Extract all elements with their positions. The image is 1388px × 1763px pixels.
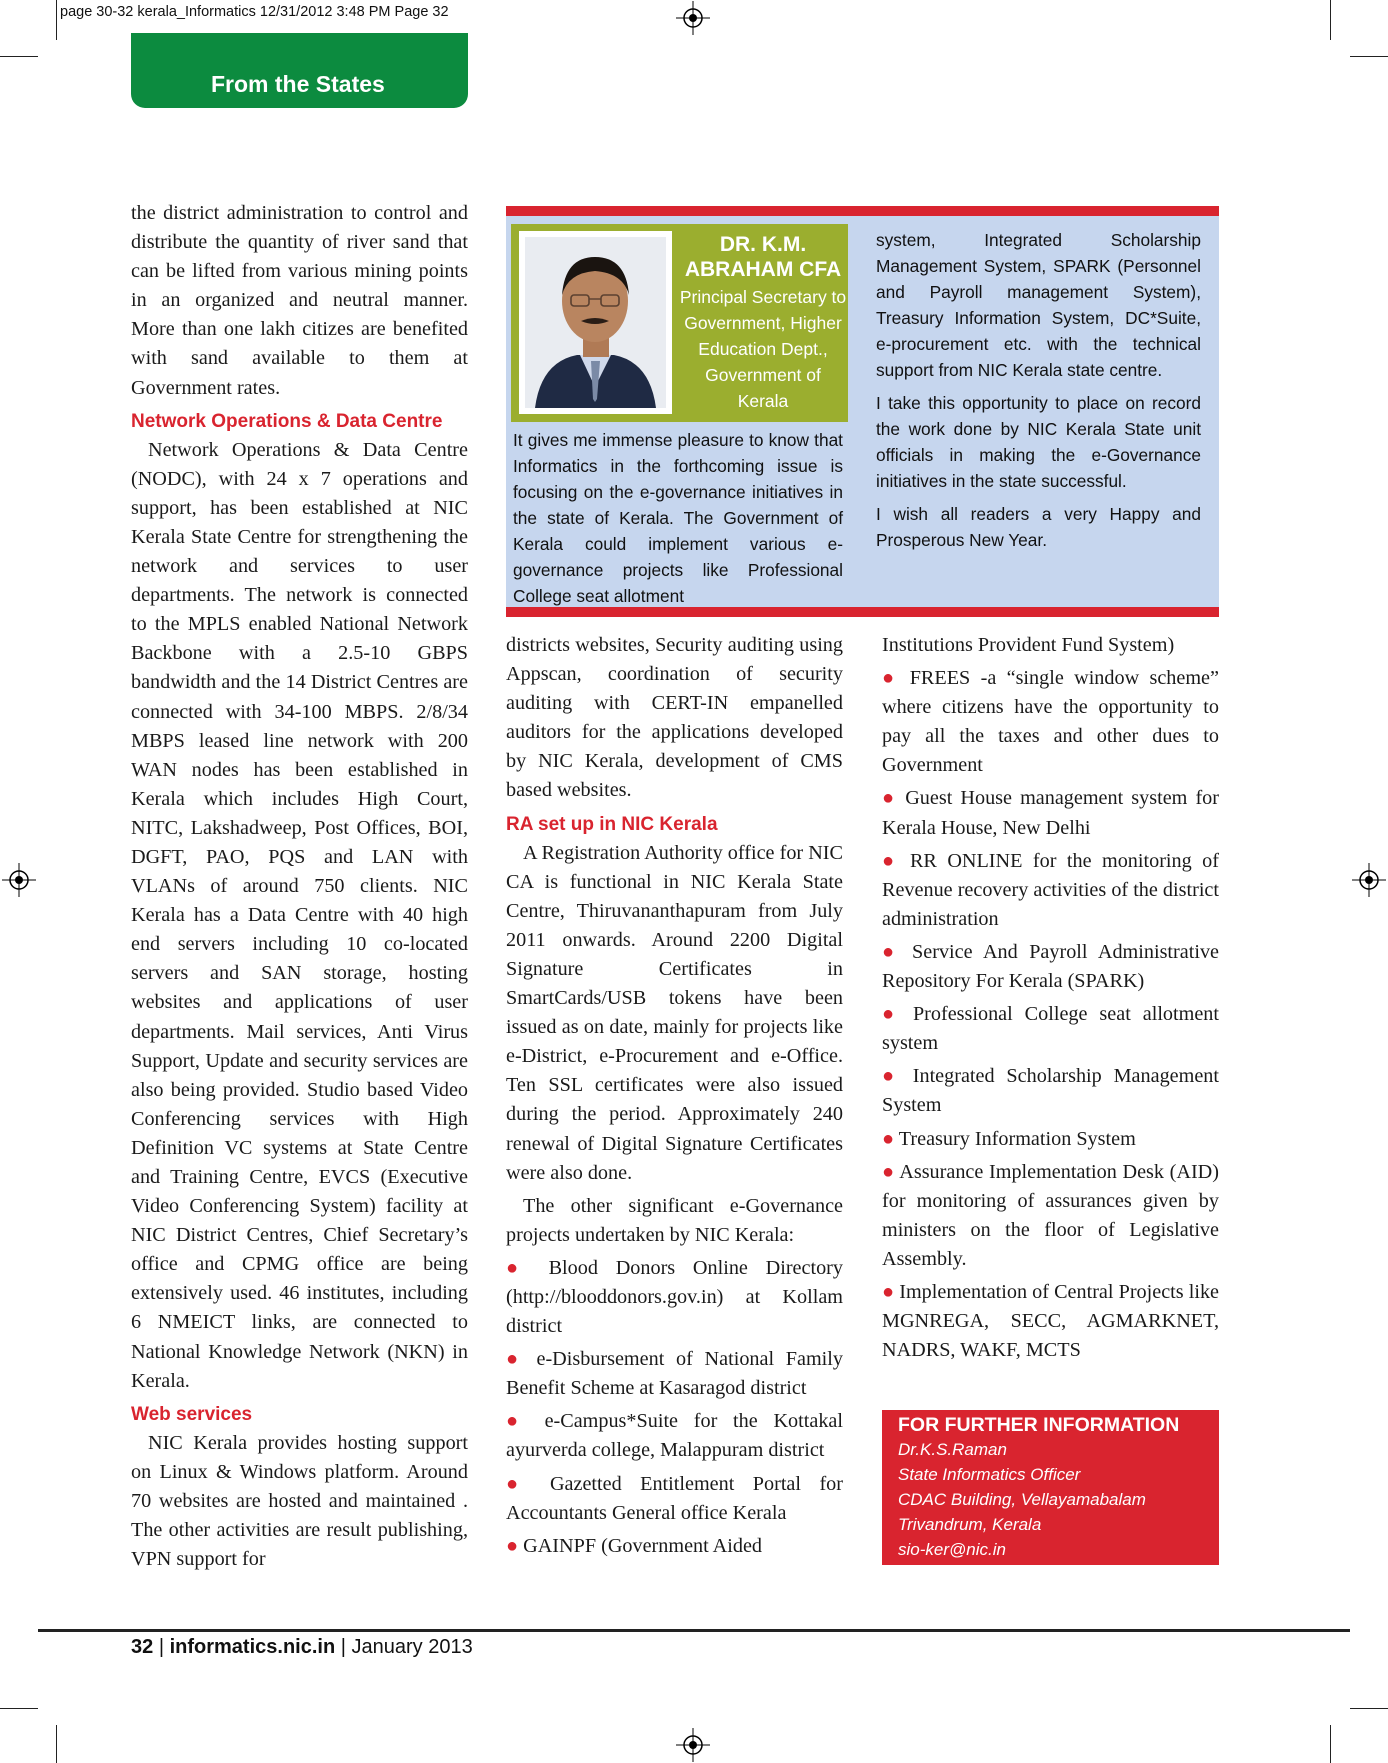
list-item-text: Professional College seat allotment system	[882, 1003, 1219, 1055]
heading-web-services: Web services	[131, 1403, 253, 1425]
crop-mark	[56, 1725, 57, 1763]
bullet-icon: ●	[882, 1127, 895, 1150]
print-slug: page 30-32 kerala_Informatics 12/31/2012 3:48 PM Page 32	[60, 4, 449, 20]
paragraph: NIC Kerala provides hosting support on Linux & Windows platform. Around 70 websites are hosted and maintained . The other activities are result publishing, VPN support for	[131, 1431, 468, 1571]
crop-mark	[1330, 1725, 1331, 1763]
list-item-text: Assurance Implementation Desk (AID) for monitoring of assurances given by ministers on the floor of Legislative Assembly.	[882, 1160, 1219, 1270]
footer-date: January 2013	[351, 1636, 473, 1658]
message-text-right	[876, 227, 1201, 553]
heading-nodc: Network Operations & Data Centre	[131, 410, 443, 432]
paragraph: A Registration Authority office for NIC CA is functional in NIC Kerala State Centre, Thiruvananthapuram from July 2011 onwards. Around 2200 Digital Signature Certificates in SmartCards/USB tokens have been issued as on date, mainly for projects like e-District, e-Procurement and e-Office. Ten SSL certificates were also issued during the period. Approximately 240 renewal of Digital Signature Certificates were also done.	[506, 841, 843, 1184]
registration-mark-icon	[1352, 863, 1386, 897]
profile-panel	[511, 224, 848, 422]
paragraph: the district administration to control and distribute the quantity of river sand that can be lifted from various mining points in an organized and neutral manner. More than one lakh citizes are benefited with sand available to them at Government rates.	[131, 202, 468, 399]
message-text-left	[513, 427, 843, 609]
column-1	[131, 199, 468, 1574]
heading-ra-setup: RA set up in NIC Kerala	[506, 813, 718, 835]
list-item	[882, 938, 1219, 996]
author-title: Principal Secretary to Government, Higher Education Dept., Government of Kerala	[679, 287, 847, 411]
portrait-photo	[519, 231, 672, 414]
list-item-text: RR ONLINE for the monitoring of Revenue recovery activities of the district administration	[882, 849, 1219, 930]
bullet-icon: ●	[882, 1160, 895, 1183]
paragraph: It gives me immense pleasure to know that Informatics in the forthcoming issue is focusing on the e-governance initiatives in the state of Kerala. The Government of Kerala could implement various e-governance projects like Professional College seat allotment	[513, 430, 843, 606]
page-number: 32	[131, 1636, 154, 1658]
bullet-icon: ●	[506, 1256, 531, 1279]
bullet-icon: ●	[506, 1410, 529, 1433]
list-item-text: Service And Payroll Administrative Repository For Kerala (SPARK)	[882, 940, 1219, 993]
list-item-text: Gazetted Entitlement Portal for Accountants General office Kerala	[506, 1472, 843, 1524]
registration-mark-icon	[2, 863, 36, 897]
crop-mark	[0, 56, 38, 57]
list-item	[882, 664, 1219, 780]
list-item	[882, 1278, 1219, 1365]
bullet-icon: ●	[882, 1280, 895, 1303]
list-item	[882, 1000, 1219, 1058]
contact-name: Dr.K.S.Raman	[898, 1440, 1007, 1459]
contact-address: CDAC Building, Vellayamabalam	[898, 1490, 1146, 1509]
list-item	[506, 1532, 843, 1561]
list-item-text: Treasury Information System	[898, 1127, 1136, 1150]
bullet-icon: ●	[882, 849, 900, 872]
paragraph: districts websites, Security auditing using Appscan, coordination of security auditing with CERT-IN empanelled auditors for the applications developed by NIC Kerala, development of CMS based websites.	[506, 634, 843, 802]
bullet-icon: ●	[882, 667, 900, 690]
footer-separator: |	[158, 1636, 165, 1658]
bullet-icon: ●	[506, 1534, 519, 1557]
contact-role: State Informatics Officer	[898, 1465, 1081, 1484]
list-item	[882, 1158, 1219, 1274]
crop-mark	[0, 1708, 38, 1709]
list-item	[882, 1062, 1219, 1120]
list-item	[882, 847, 1219, 934]
section-tab-label: From the States	[211, 71, 385, 97]
crop-mark	[56, 0, 57, 40]
paragraph: I wish all readers a very Happy and Prosperous New Year.	[876, 504, 1201, 550]
list-item	[882, 784, 1219, 842]
section-tab	[131, 33, 468, 108]
contact-email: sio-ker@nic.in	[898, 1540, 1006, 1559]
list-item-text: FREES -a “single window scheme” where citizens have the opportunity to pay all the taxes and other dues to Government	[882, 667, 1219, 777]
paragraph: Institutions Provident Fund System)	[882, 634, 1175, 656]
message-box	[506, 206, 1219, 617]
list-item-text: Guest House management system for Kerala House, New Delhi	[882, 787, 1219, 839]
author-block	[678, 232, 848, 414]
author-name: DR. K.M. ABRAHAM CFA	[684, 233, 842, 281]
footer-separator: |	[340, 1636, 346, 1658]
registration-mark-icon	[676, 1, 710, 35]
footer-site: informatics.nic.in	[169, 1636, 336, 1658]
column-3	[882, 631, 1219, 1365]
contact-city: Trivandrum, Kerala	[898, 1515, 1042, 1534]
list-item-text: e-Disbursement of National Family Benefit Scheme at Kasaragod district	[506, 1348, 843, 1400]
list-item	[506, 1254, 843, 1341]
paragraph: The other significant e-Governance projects undertaken by NIC Kerala:	[506, 1194, 843, 1246]
paragraph: Network Operations & Data Centre (NODC), with 24 x 7 operations and support, has been established at NIC Kerala State Centre for strengthening the network and services to user departments. The network is connected to the MPLS enabled National Network Backbone with a 2.5-10 GBPS bandwidth and the 14 District Centres are connected with 34-100 MBPS. 2/8/34 MBPS leased line network with 200 WAN nodes has been established in Kerala which includes High Court, NITC, Lakshadweep, Post Offices, BOI, DGFT, PAO, PQS and LAN with VLANs of around 750 clients. NIC Kerala has a Data Centre with 40 high end servers including 10 co-located servers and SAN storage, hosting websites and applications of user departments. Mail services, Anti Virus Support, Update and security services are also being provided. Studio based Video Conferencing services with High Definition VC systems at State Centre and Training Centre, EVCS (Executive Video Conferencing System) facility at NIC District Centres, Chief Secretary’s office and CPMG office are being extensively used. 46 institutes, including 6 NMEICT links, are connected to National Knowledge Network (NKN) in Kerala.	[131, 438, 468, 1392]
list-item	[506, 1345, 843, 1403]
crop-mark	[1330, 0, 1331, 40]
list-item-text: Blood Donors Online Directory (http://blooddonors.gov.in) at Kollam district	[506, 1256, 843, 1338]
crop-mark	[1350, 1708, 1388, 1709]
list-item-text: Implementation of Central Projects like MGNREGA, SECC, AGMARKNET, NADRS, WAKF, MCTS	[882, 1280, 1219, 1362]
footer	[131, 1636, 473, 1659]
bullet-icon: ●	[506, 1472, 532, 1495]
bullet-icon: ●	[882, 1065, 901, 1088]
further-info-box	[882, 1410, 1219, 1565]
paragraph: I take this opportunity to place on record the work done by NIC Kerala State unit officials in making the e-Governance initiatives in the state successful.	[876, 393, 1201, 491]
list-item-text: Integrated Scholarship Management System	[882, 1065, 1219, 1117]
bullet-icon: ●	[882, 787, 898, 810]
registration-mark-icon	[676, 1728, 710, 1762]
list-item-text: GAINPF (Government Aided	[523, 1534, 762, 1557]
further-info-heading: FOR FURTHER INFORMATION	[898, 1414, 1180, 1436]
person-portrait-icon	[525, 237, 666, 408]
list-item	[882, 1125, 1219, 1154]
list-item	[506, 1407, 843, 1465]
crop-mark	[1350, 56, 1388, 57]
column-2	[506, 631, 843, 1561]
list-item	[506, 1470, 843, 1528]
bullet-icon: ●	[882, 1003, 901, 1026]
paragraph: system, Integrated Scholarship Management System, SPARK (Personnel and Payroll management System), Treasury Information System, DC*Suite, e-procurement etc. with the technical support from NIC Kerala state centre.	[876, 230, 1201, 380]
bullet-icon: ●	[506, 1348, 525, 1371]
bullet-icon: ●	[882, 940, 901, 963]
list-item-text: e-Campus*Suite for the Kottakal ayurverda college, Malappuram district	[506, 1410, 843, 1462]
footer-rule	[38, 1629, 1350, 1632]
